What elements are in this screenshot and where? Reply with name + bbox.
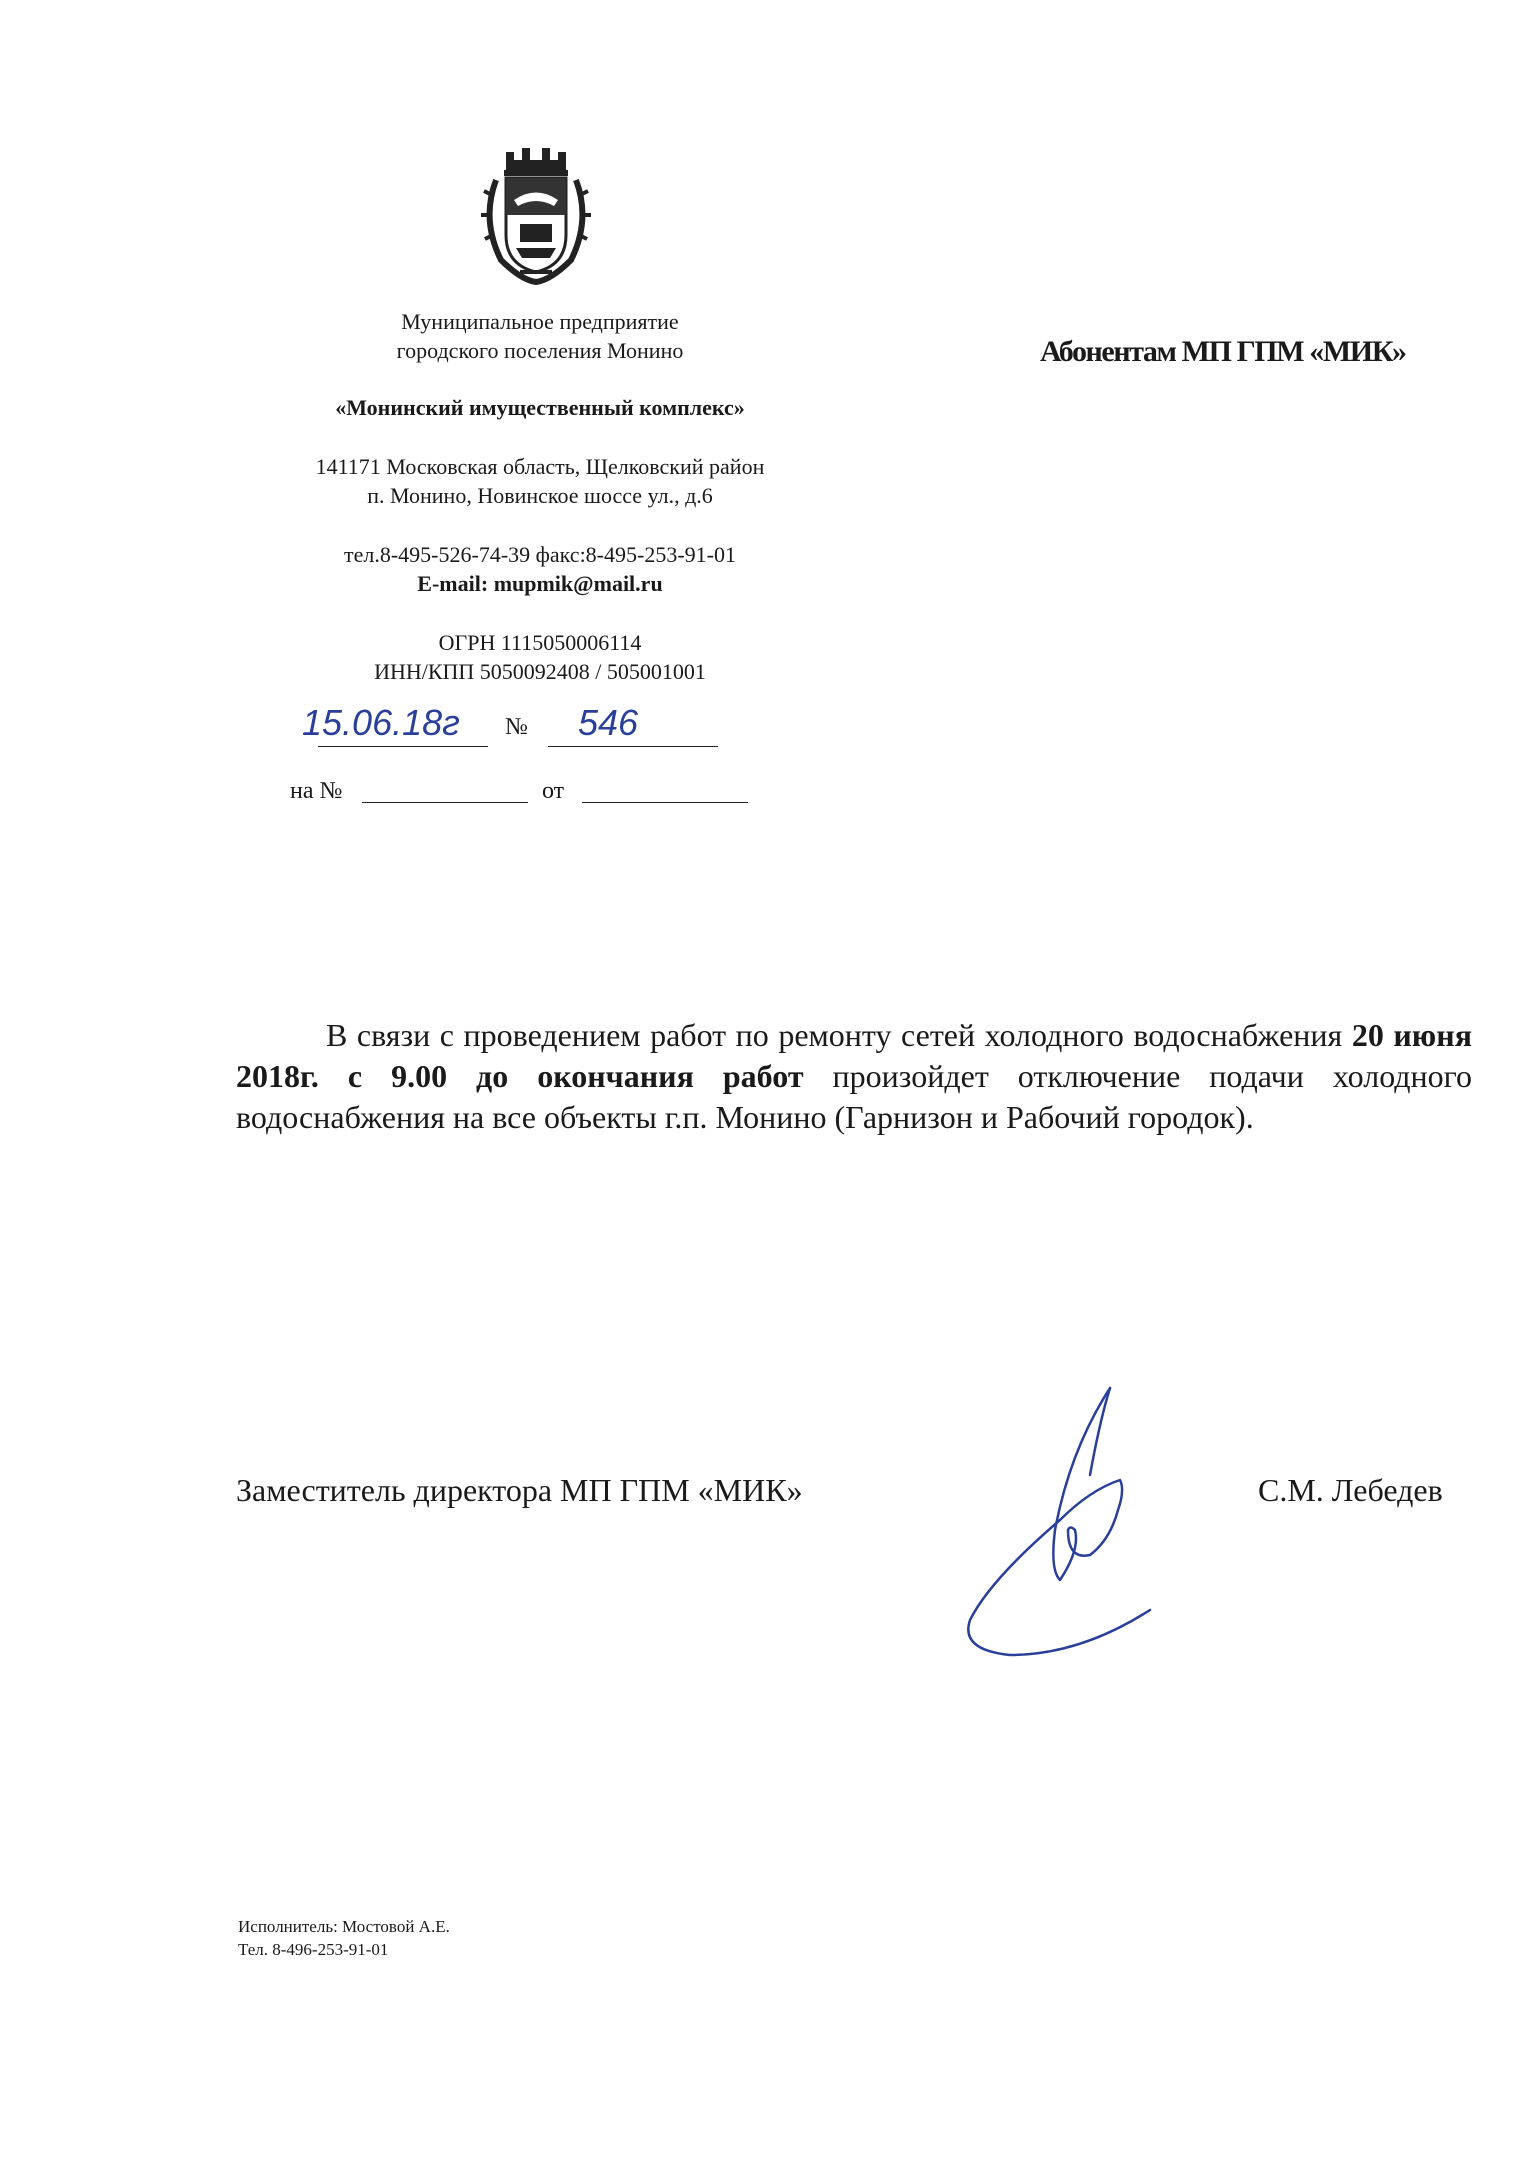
ref-number-sign: №: [505, 714, 528, 740]
org-line-2: городского поселения Монино: [396, 338, 684, 363]
phones: тел.8-495-526-74-39 факс:8-495-253-91-01: [343, 542, 736, 567]
signatory-name: С.М. Лебедев: [1258, 1472, 1443, 1508]
signatory-title: Заместитель директора МП ГПМ «МИК»: [236, 1472, 803, 1508]
reply-number-blank: [362, 776, 528, 803]
address-line-2: п. Монино, Новинское шоссе ул., д.6: [367, 483, 713, 508]
email-row: [190, 569, 890, 599]
email-link[interactable]: mupmik@mail.ru: [493, 571, 663, 596]
reply-date-blank: [582, 776, 748, 803]
inn-kpp: ИНН/КПП 5050092408 / 505001001: [374, 659, 706, 684]
ogrn: ОГРН 1115050006114: [438, 630, 642, 655]
coat-of-arms-emblem: [476, 140, 596, 290]
address-line-1: 141171 Московская область, Щелковский район: [315, 454, 765, 479]
addressee: Абонентам МП ГПМ «МИК»: [1040, 335, 1406, 368]
footer-executor: Исполнитель: Мостовой А.Е.: [238, 1917, 450, 1936]
email-label: E-mail:: [417, 571, 494, 596]
body-text-bold: 20 июня 2018г. с 9.00 до окончания работ: [236, 1017, 1473, 1094]
body-text-before: В связи с проведением работ по ремонту сетей холодного водоснабжения: [326, 1017, 1352, 1053]
ref-date-field: [302, 700, 488, 747]
footer-phone: Тел. 8-496-253-91-01: [238, 1940, 389, 1959]
body-text-after: произойдет отключение подачи холодного водоснабжения на все объекты г.п. Монино (Гарнизон и Рабочий городок).: [236, 1058, 1473, 1135]
org-name: «Монинский имущественный комплекс»: [335, 395, 745, 420]
org-line-1: Муниципальное предприятие: [401, 309, 679, 334]
reply-prefix: на №: [290, 778, 343, 804]
handwritten-signature: [950, 1380, 1170, 1670]
body-paragraph: [236, 1015, 1472, 1138]
ref-date-handwritten: 15.06.18г: [302, 702, 460, 743]
ref-number-handwritten: 546: [578, 702, 639, 743]
letter-body: [236, 1015, 1472, 1138]
reply-from: от: [542, 778, 565, 804]
ref-number-field: [548, 700, 718, 747]
